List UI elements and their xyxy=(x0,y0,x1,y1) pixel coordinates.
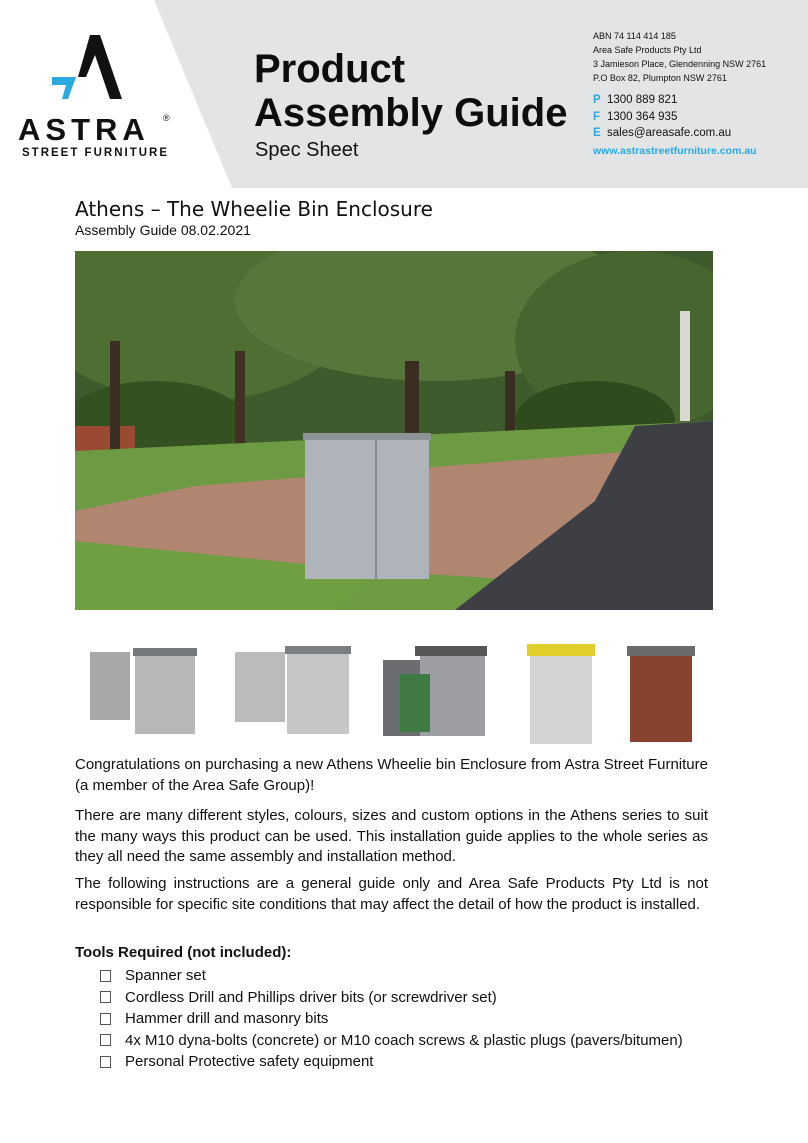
document-subtitle: Assembly Guide 08.02.2021 xyxy=(75,222,251,238)
astra-logo-icon xyxy=(48,33,128,103)
checkbox-icon xyxy=(100,1056,111,1068)
checkbox-icon xyxy=(100,1013,111,1025)
thumb-perforated-pair xyxy=(235,646,351,734)
checkbox-icon xyxy=(100,1034,111,1046)
thumb-timber-clad xyxy=(627,646,695,742)
title-product: Product xyxy=(254,47,406,91)
thumb-yellow-lid xyxy=(527,644,595,744)
product-variant-thumbnails xyxy=(75,634,713,754)
list-item xyxy=(100,987,683,1009)
contact-details xyxy=(593,92,731,142)
company-address1: 3 Jamieson Place, Glendenning NSW 2761 xyxy=(593,59,767,69)
tool-label: Personal Protective safety equipment xyxy=(125,1053,374,1070)
tool-label: Hammer drill and masonry bits xyxy=(125,1010,329,1027)
email-label: E xyxy=(593,127,601,139)
email-link[interactable]: sales@areasafe.com.au xyxy=(607,127,732,139)
list-item xyxy=(100,965,683,987)
tool-label: Spanner set xyxy=(125,967,206,984)
list-item xyxy=(100,1051,683,1073)
document-title: Athens – The Wheelie Bin Enclosure xyxy=(75,197,433,221)
brand-name: ASTRA xyxy=(18,112,150,147)
tool-label: 4x M10 dyna-bolts (concrete) or M10 coach screws & plastic plugs (pavers/bitumen) xyxy=(125,1031,683,1049)
tool-label: Cordless Drill and Phillips driver bits (or screwdriver set) xyxy=(125,988,497,1006)
fax-label: F xyxy=(593,110,601,123)
thumb-open-with-bin xyxy=(383,646,487,736)
tools-list xyxy=(100,965,683,1073)
list-item xyxy=(100,1030,683,1052)
disclaimer-paragraph: The following instructions are a general guide only and Area Safe Products Pty Ltd is not responsible for specific site conditions that may affect the detail of how the product is installed. xyxy=(75,875,708,913)
intro-paragraph: Congratulations on purchasing a new Athens Wheelie bin Enclosure from Astra Street Furniture (a member of the Area Safe Group)! xyxy=(75,756,708,794)
website-link[interactable]: www.astrastreetfurniture.com.au xyxy=(593,145,757,157)
title-assembly-guide: Assembly Guide xyxy=(254,91,568,135)
tools-heading: Tools Required (not included): xyxy=(75,944,292,961)
checkbox-icon xyxy=(100,991,111,1003)
phone-number[interactable]: 1300 889 821 xyxy=(607,94,678,106)
checkbox-icon xyxy=(100,970,111,982)
series-paragraph: There are many different styles, colours, sizes and custom options in the Athens series to suit the many ways this product can be used. This installation guide applies to the whole series as they all need the same assembly and installation method. xyxy=(75,807,708,865)
list-item xyxy=(100,1008,683,1030)
phone-label: P xyxy=(593,94,601,106)
hero-photo xyxy=(75,251,713,610)
company-name: Area Safe Products Pty Ltd xyxy=(593,45,702,55)
registered-mark: ® xyxy=(163,113,170,123)
fax-number: 1300 364 935 xyxy=(607,110,678,123)
title-spec-sheet: Spec Sheet xyxy=(255,139,359,161)
company-details xyxy=(593,29,766,85)
brand-tagline: STREET FURNITURE xyxy=(22,147,169,159)
company-address2: P.O Box 82, Plumpton NSW 2761 xyxy=(593,73,727,83)
thumb-stainless-pair xyxy=(90,648,197,734)
company-abn: ABN 74 114 414 185 xyxy=(593,31,676,41)
